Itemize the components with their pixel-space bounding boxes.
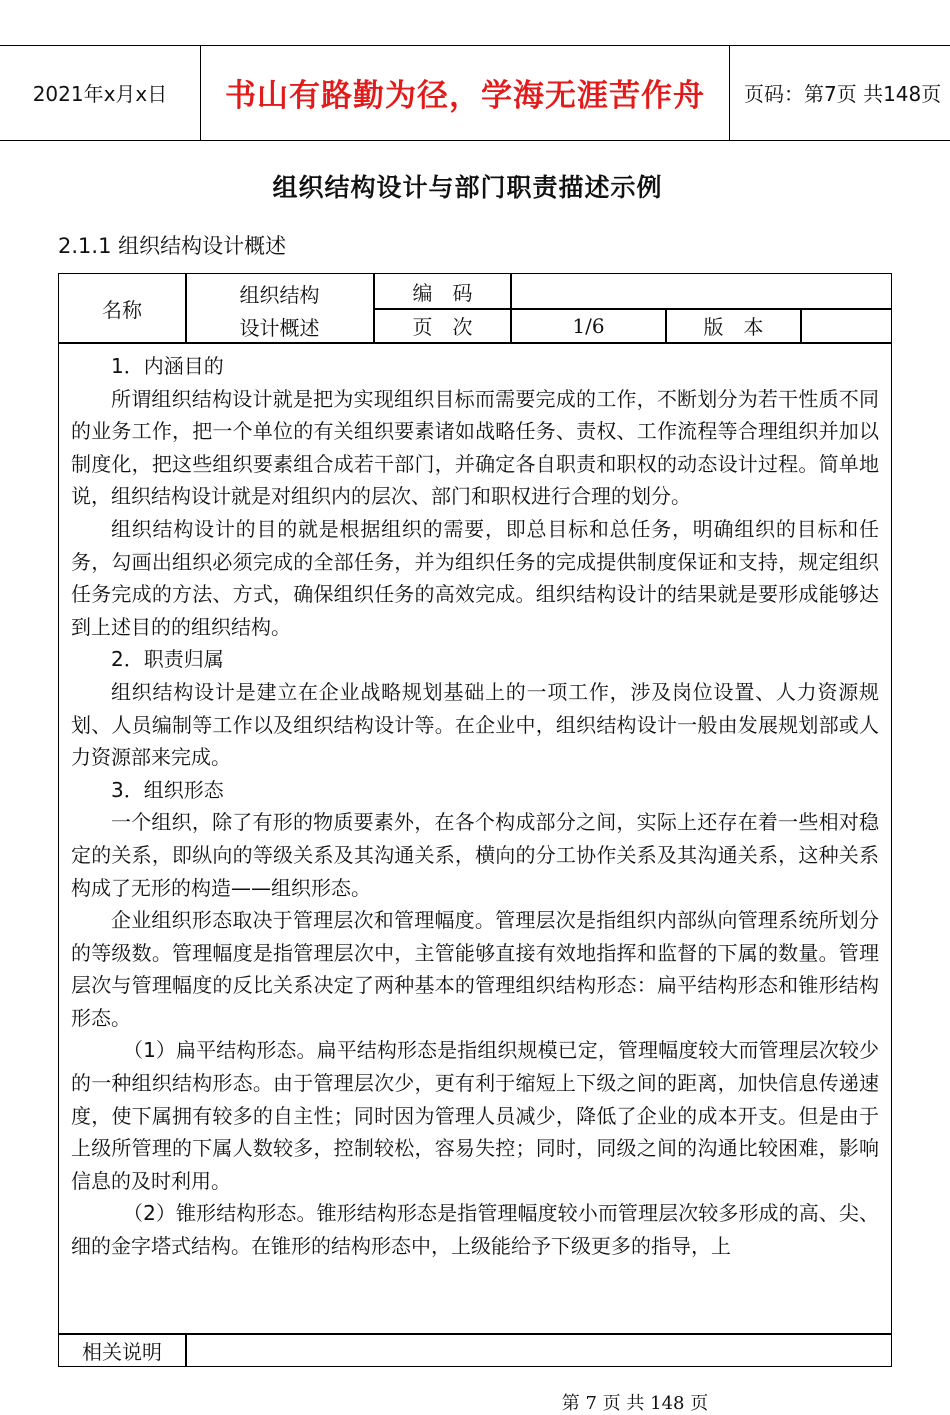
page-value: 1/6 bbox=[572, 313, 605, 338]
section-heading-item: 1．内涵目的 bbox=[111, 354, 224, 378]
body-paragraph: （2）锥形结构形态。锥形结构形态是指管理幅度较小而管理层次较多形成的高、尖、细的金字塔式结构。在锥形的结构形态中，上级能给予下级更多的指导，上 bbox=[71, 1201, 879, 1259]
section-heading: 2.1.1 组织结构设计概述 bbox=[58, 234, 287, 258]
body-paragraph: 一个组织，除了有形的物质要素外，在各个构成部分之间，实际上还存在着一些相对稳定的关系，即纵向的等级关系及其沟通关系，横向的分工协作关系及其沟通关系，这种关系构成了无形的构造——组织形态。 bbox=[71, 810, 879, 900]
form-body bbox=[71, 350, 879, 1263]
section-heading-item: 2．职责归属 bbox=[111, 647, 224, 672]
page-header bbox=[0, 45, 950, 141]
version-value bbox=[802, 309, 890, 342]
body-paragraph: 所谓组织结构设计就是把为实现组织目标而需要完成的工作，不断划分为若干性质不同的业务工作，把一个单位的有关组织要素诸如战略任务、责权、工作流程等合理组织并加以制度化，把这些组织要素组合成若干部门，并确定各自职责和职权的动态设计过程。简单地说，组织结构设计就是对组织内的层次、部门和职权进行合理的划分。 bbox=[71, 386, 879, 509]
body-paragraph: 组织结构设计的目的就是根据组织的需要，即总目标和总任务，明确组织的目标和任务，勾画出组织必须完成的全部任务，并为组织任务的完成提供制度保证和支持，规定组织任务完成的方法、方式，确保组织任务的高效完成。组织结构设计的结果就是要形成能够达到上述目的的组织结构。 bbox=[71, 516, 879, 639]
body-paragraph: 企业组织形态取决于管理层次和管理幅度。管理层次是指组织内部纵向管理系统所划分的等级数。管理幅度是指管理层次中，主管能够直接有效地指挥和监督的下属的数量。管理层次与管理幅度的反比关系决定了两种基本的管理组织结构形态：扁平结构形态和锥形结构形态。 bbox=[71, 908, 879, 1030]
notes-label: 相关说明 bbox=[82, 1340, 162, 1364]
form-table bbox=[58, 273, 892, 1367]
code-label: 编 码 bbox=[412, 280, 473, 305]
page-label: 页 次 bbox=[412, 315, 473, 339]
version-label: 版 本 bbox=[703, 315, 764, 339]
notes-value bbox=[187, 1335, 890, 1366]
table-line bbox=[59, 342, 891, 344]
name-value-line1: 组织结构 bbox=[239, 282, 320, 307]
header-date: 2021年x月x日 bbox=[32, 82, 168, 106]
header-motto: 书山有路勤为径，学海无涯苦作舟 bbox=[225, 78, 705, 114]
body-paragraph: 组织结构设计是建立在企业战略规划基础上的一项工作，涉及岗位设置、人力资源规划、人员编制等工作以及组织结构设计等。在企业中，组织结构设计一般由发展规划部或人力资源部来完成。 bbox=[71, 679, 879, 770]
name-label: 名称 bbox=[102, 297, 142, 322]
name-value-line2: 设计概述 bbox=[239, 315, 320, 340]
document-title: 组织结构设计与部门职责描述示例 bbox=[272, 173, 663, 202]
page-footer: 第 7 页 共 148 页 bbox=[561, 1393, 709, 1414]
header-divider bbox=[729, 46, 730, 140]
section-heading-item: 3．组织形态 bbox=[111, 777, 224, 802]
body-paragraph: （1）扁平结构形态。扁平结构形态是指组织规模已定，管理幅度较大而管理层次较少的一种组织结构形态。由于管理层次少，更有利于缩短上下级之间的距离，加快信息传递速度，使下属拥有较多的自主性；同时因为管理人员减少，降低了企业的成本开支。但是由于上级所管理的下属人数较多，控制较松，容易失控；同时，同级之间的沟通比较困难，影响信息的及时利用。 bbox=[71, 1038, 879, 1193]
header-page-info: 页码：第7页 共148页 bbox=[744, 82, 942, 106]
code-value bbox=[512, 274, 890, 308]
